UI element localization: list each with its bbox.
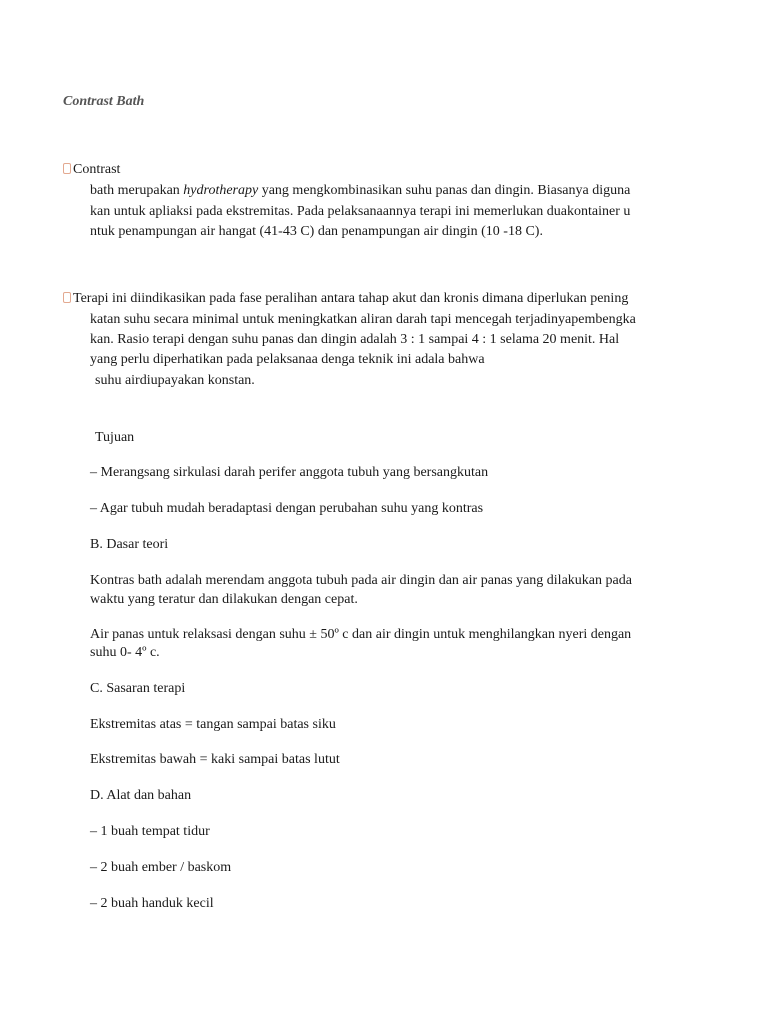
paragraph-1-emphasis: hydrotherapy xyxy=(183,183,259,198)
paragraph-2-line-1 xyxy=(63,289,628,309)
paragraph-2-line-5: suhu airdiupayakan konstan. xyxy=(95,373,255,388)
list-item: – 2 buah ember / baskom xyxy=(90,860,232,875)
section-heading-sasaran-terapi: C. Sasaran terapi xyxy=(90,681,186,696)
list-item: – 2 buah handuk kecil xyxy=(90,896,214,911)
document-title: Contrast Bath xyxy=(63,94,145,109)
paragraph-1-line-1-post: yang mengkombinasikan suhu panas dan dingin. Biasanya diguna xyxy=(258,183,631,198)
paragraph-1-line-2: kan untuk apliaksi pada ekstremitas. Pada pelaksanaannya terapi ini memerlukan duakontainer u xyxy=(90,204,631,219)
paragraph-1-line-1 xyxy=(90,181,630,201)
dasar-paragraph-1-line-2: waktu yang teratur dan dilakukan dengan cepat. xyxy=(90,592,358,607)
paragraph-2-line-2: katan suhu secara minimal untuk meningkatkan aliran darah tapi mencegah terjadinyapembengka xyxy=(90,312,636,327)
paragraph-1-lead xyxy=(63,160,120,180)
paragraph-2-line-4: yang perlu diperhatikan pada pelaksanaa denga teknik ini adala bahwa xyxy=(90,352,485,367)
paragraph-1-line-3: ntuk penampungan air hangat (41-43 C) dan penampungan air dingin (10 -18 C). xyxy=(90,224,543,239)
paragraph-2-line-3: kan. Rasio terapi dengan suhu panas dan dingin adalah 3 : 1 sampai 4 : 1 selama 20 menit. Hal xyxy=(90,332,620,347)
section-heading-tujuan: Tujuan xyxy=(95,430,135,445)
paragraph-1-line-1-pre: bath merupakan xyxy=(90,183,184,198)
dasar-paragraph-2-line-1: Air panas untuk relaksasi dengan suhu ± 50º c dan air dingin untuk menghilangkan nyeri dengan xyxy=(90,627,632,642)
missing-glyph-icon xyxy=(63,163,71,174)
section-heading-alat-dan-bahan: D. Alat dan bahan xyxy=(90,788,192,803)
dasar-paragraph-2-line-2: suhu 0- 4º c. xyxy=(90,645,160,660)
list-item: – 1 buah tempat tidur xyxy=(90,824,210,839)
list-item: – Agar tubuh mudah beradaptasi dengan perubahan suhu yang kontras xyxy=(90,501,484,516)
list-item: Ekstremitas bawah = kaki sampai batas lutut xyxy=(90,752,340,767)
dasar-paragraph-1-line-1: Kontras bath adalah merendam anggota tubuh pada air dingin dan air panas yang dilakukan pada xyxy=(90,573,632,588)
paragraph-2-line-1-text: Terapi ini diindikasikan pada fase peralihan antara tahap akut dan kronis dimana diperlukan pening xyxy=(73,291,629,306)
list-item: – Merangsang sirkulasi darah perifer anggota tubuh yang bersangkutan xyxy=(90,465,489,480)
section-heading-dasar-teori: B. Dasar teori xyxy=(90,537,169,552)
paragraph-1-lead-text: Contrast xyxy=(73,162,121,177)
missing-glyph-icon xyxy=(63,292,71,303)
list-item: Ekstremitas atas = tangan sampai batas siku xyxy=(90,717,336,732)
